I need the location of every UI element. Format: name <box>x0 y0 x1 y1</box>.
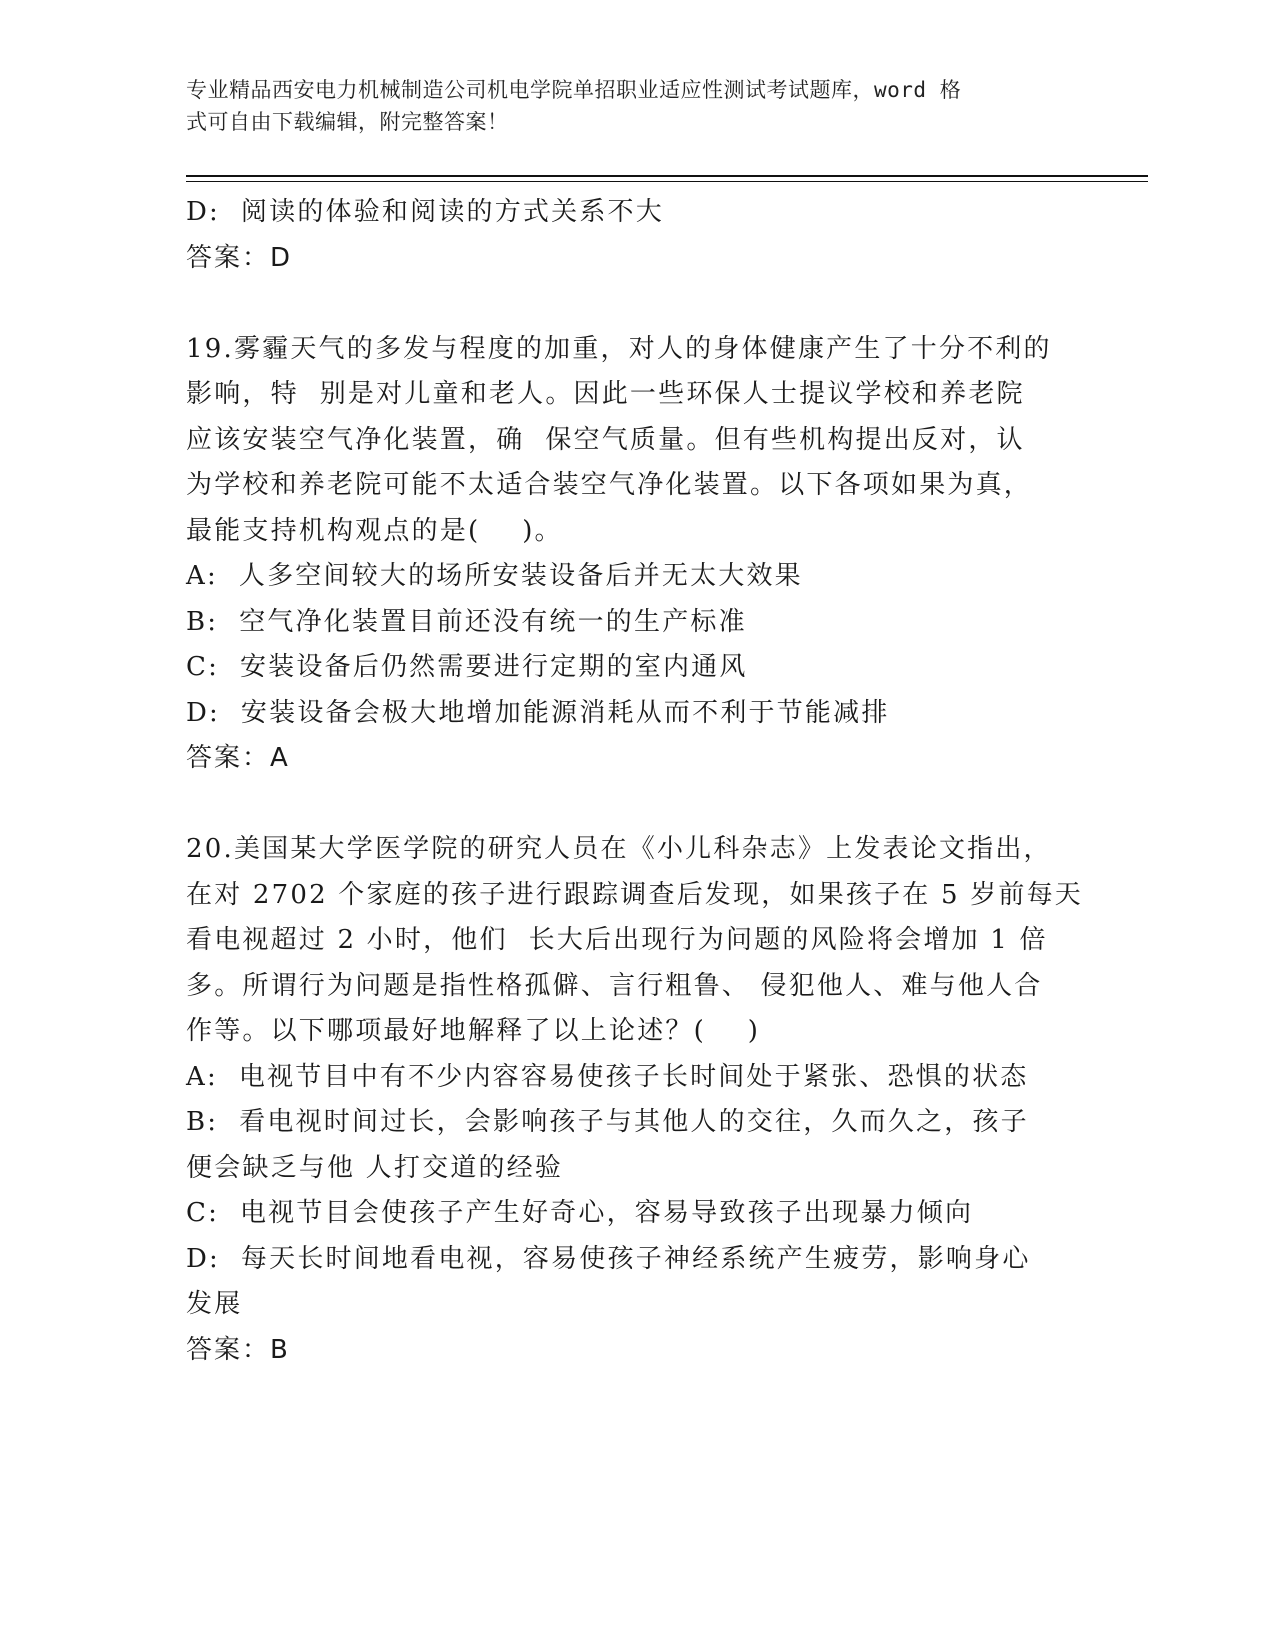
header-divider-thick <box>186 175 1148 177</box>
q19-stem-line: 为学校和养老院可能不太适合装空气净化装置。以下各项如果为真， <box>186 470 1033 500</box>
q19-option-b: B: 空气净化装置目前还没有统一的生产标准 <box>186 606 747 637</box>
spacer <box>186 782 1086 828</box>
q20-stem-line: 在对 2702 个家庭的孩子进行跟踪调查后发现，如果孩子在 5 岁前每天 <box>186 879 1083 910</box>
question-20 <box>186 827 1086 1373</box>
q20-option-b-cont: 便会缺乏与他 人打交道的经验 <box>186 1152 564 1183</box>
page-header <box>186 74 1066 138</box>
q19-option-a: A: 人多空间较大的场所安装设备后并无太大效果 <box>186 561 803 591</box>
q20-stem-line: 作等。以下哪项最好地解释了以上论述？( ) <box>186 1016 761 1046</box>
q20-stem-line: 20.美国某大学医学院的研究人员在《小儿科杂志》上发表论文指出， <box>186 834 1052 864</box>
header-line-2: 式可自由下载编辑，附完整答案！ <box>186 110 509 134</box>
document-body <box>186 190 1086 1373</box>
q19-stem-line: 19.雾霾天气的多发与程度的加重，对人的身体健康产生了十分不利的 <box>186 333 1052 364</box>
question-19 <box>186 327 1086 782</box>
q19-option-c: C: 安装设备后仍然需要进行定期的室内通风 <box>186 652 748 682</box>
q20-option-a: A: 电视节目中有不少内容容易使孩子长时间处于紧张、恐惧的状态 <box>186 1061 1029 1092</box>
spacer <box>186 281 1086 327</box>
q20-answer: 答案：B <box>186 1334 290 1365</box>
q19-stem-line: 应该安装空气净化装置，确 保空气质量。但有些机构提出反对，认 <box>186 424 1025 455</box>
header-line-1: 专业精品西安电力机械制造公司机电学院单招职业适应性测试考试题库，word 格 <box>186 78 962 102</box>
q20-option-d: D: 每天长时间地看电视，容易使孩子神经系统产生疲劳，影响身心 <box>186 1243 1031 1274</box>
q20-stem-line: 多。所谓行为问题是指性格孤僻、言行粗鲁、 侵犯他人、难与他人合 <box>186 970 1043 1001</box>
q19-stem-line: 影响，特 别是对儿童和老人。因此一些环保人士提议学校和养老院 <box>186 379 1025 409</box>
prev-answer: 答案：D <box>186 242 293 273</box>
q19-option-d: D: 安装设备会极大地增加能源消耗从而不利于节能减排 <box>186 697 890 728</box>
q20-stem-line: 看电视超过 2 小时，他们 长大后出现行为问题的风险将会增加 1 倍 <box>186 925 1048 955</box>
q19-stem-line: 最能支持机构观点的是( )。 <box>186 515 563 546</box>
prev-option-d: D: 阅读的体验和阅读的方式关系不大 <box>186 197 664 227</box>
q20-option-b: B: 看电视时间过长，会影响孩子与其他人的交往，久而久之，孩子 <box>186 1107 1029 1137</box>
q20-option-d-cont: 发展 <box>186 1289 243 1319</box>
q20-option-c: C: 电视节目会使孩子产生好奇心，容易导致孩子出现暴力倾向 <box>186 1198 974 1228</box>
header-divider-thin <box>186 181 1148 182</box>
q19-answer: 答案：A <box>186 743 290 773</box>
